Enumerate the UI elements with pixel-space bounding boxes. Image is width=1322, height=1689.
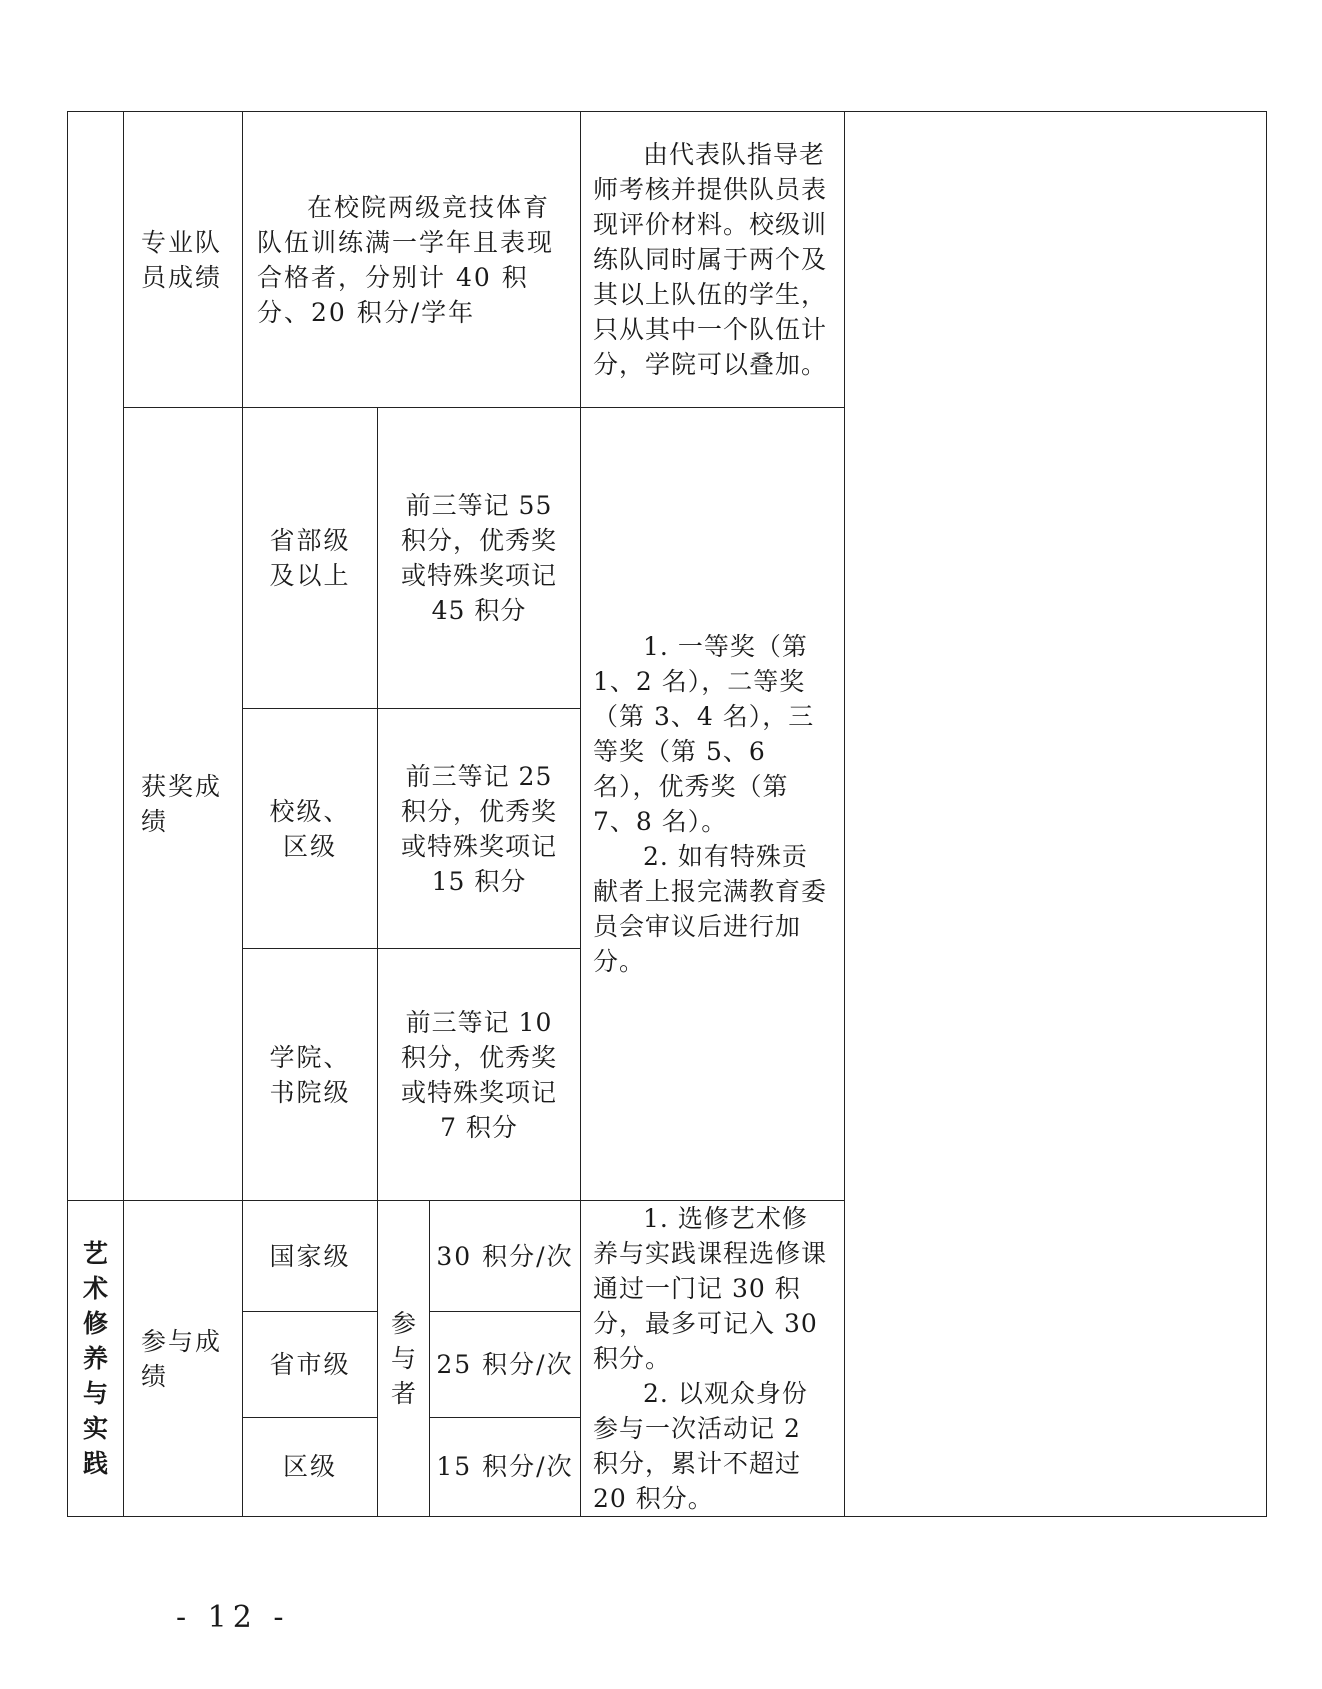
scoring-table <box>67 111 1267 1517</box>
level-cell <box>243 1417 378 1516</box>
remarks-text: 由代表队指导老师考核并提供队员表现评价材料。校级训练队同时属于两个及其以上队伍的学生，只从其中一个队伍计分，学院可以叠加。 <box>593 140 828 379</box>
points-text: 前三等记 55 积分，优秀奖或特殊奖项记 45 积分 <box>400 491 557 625</box>
points-text: 前三等记 10 积分，优秀奖或特殊奖项记 7 积分 <box>400 1007 557 1142</box>
remarks-text: 1. 一等奖（第 1、2 名），二等奖（第 3、4 名），三等奖（第 5、6 名），优秀奖（第 7、8 名）。 <box>593 632 815 836</box>
level-label: 学院、书院级 <box>269 1042 351 1107</box>
remarks-cell <box>581 408 845 1201</box>
remarks-text: 2. 以观众身份参与一次活动记 2 积分，累计不超过 20 积分。 <box>593 1379 808 1513</box>
level-cell <box>243 408 378 709</box>
page-number: - 12 - <box>176 1600 290 1635</box>
criteria-cell <box>243 112 581 408</box>
level-label: 校级、区级 <box>269 796 351 861</box>
criteria-text: 在校院两级竞技体育队伍训练满一学年且表现合格者，分别计 40 积分、20 积分/学年 <box>257 192 555 327</box>
remarks-text: 2. 如有特殊贡献者上报完满教育委员会审议后进行加分。 <box>593 842 828 976</box>
sub-item-label: 专业队员成绩 <box>141 227 223 292</box>
points-cell <box>378 408 581 709</box>
points-cell <box>430 1312 581 1417</box>
level-cell <box>243 1201 378 1312</box>
blank-column <box>845 112 1267 1517</box>
level-cell <box>243 949 378 1201</box>
level-cell <box>243 1312 378 1417</box>
points-text: 25 积分/次 <box>436 1350 574 1380</box>
role-cell <box>378 1201 430 1517</box>
level-label: 国家级 <box>269 1241 351 1271</box>
level-label: 省市级 <box>269 1350 351 1380</box>
points-text: 15 积分/次 <box>436 1452 574 1482</box>
sub-item-cell <box>124 112 243 408</box>
category-cell <box>68 1201 124 1517</box>
remarks-cell <box>581 112 845 408</box>
sub-item-cell <box>124 408 243 1201</box>
table-row-team-member <box>68 112 1267 408</box>
points-text: 30 积分/次 <box>436 1241 574 1271</box>
points-cell <box>430 1201 581 1312</box>
points-cell <box>378 709 581 949</box>
category-cell-empty <box>68 112 124 1201</box>
category-label: 艺术修养与实践 <box>82 1239 108 1478</box>
points-cell <box>378 949 581 1201</box>
points-text: 前三等记 25 积分，优秀奖或特殊奖项记 15 积分 <box>400 761 557 896</box>
role-label: 参与者 <box>390 1309 416 1408</box>
points-cell <box>430 1417 581 1516</box>
level-label: 省部级及以上 <box>269 526 351 590</box>
remarks-text: 1. 选修艺术修养与实践课程选修课通过一门记 30 积分，最多可记入 30 积分。 <box>593 1204 828 1373</box>
level-cell <box>243 709 378 949</box>
remarks-cell <box>581 1201 845 1517</box>
level-label: 区级 <box>282 1452 337 1482</box>
sub-item-label: 获奖成绩 <box>141 772 223 836</box>
sub-item-cell <box>124 1201 243 1517</box>
sub-item-label: 参与成绩 <box>141 1326 223 1391</box>
